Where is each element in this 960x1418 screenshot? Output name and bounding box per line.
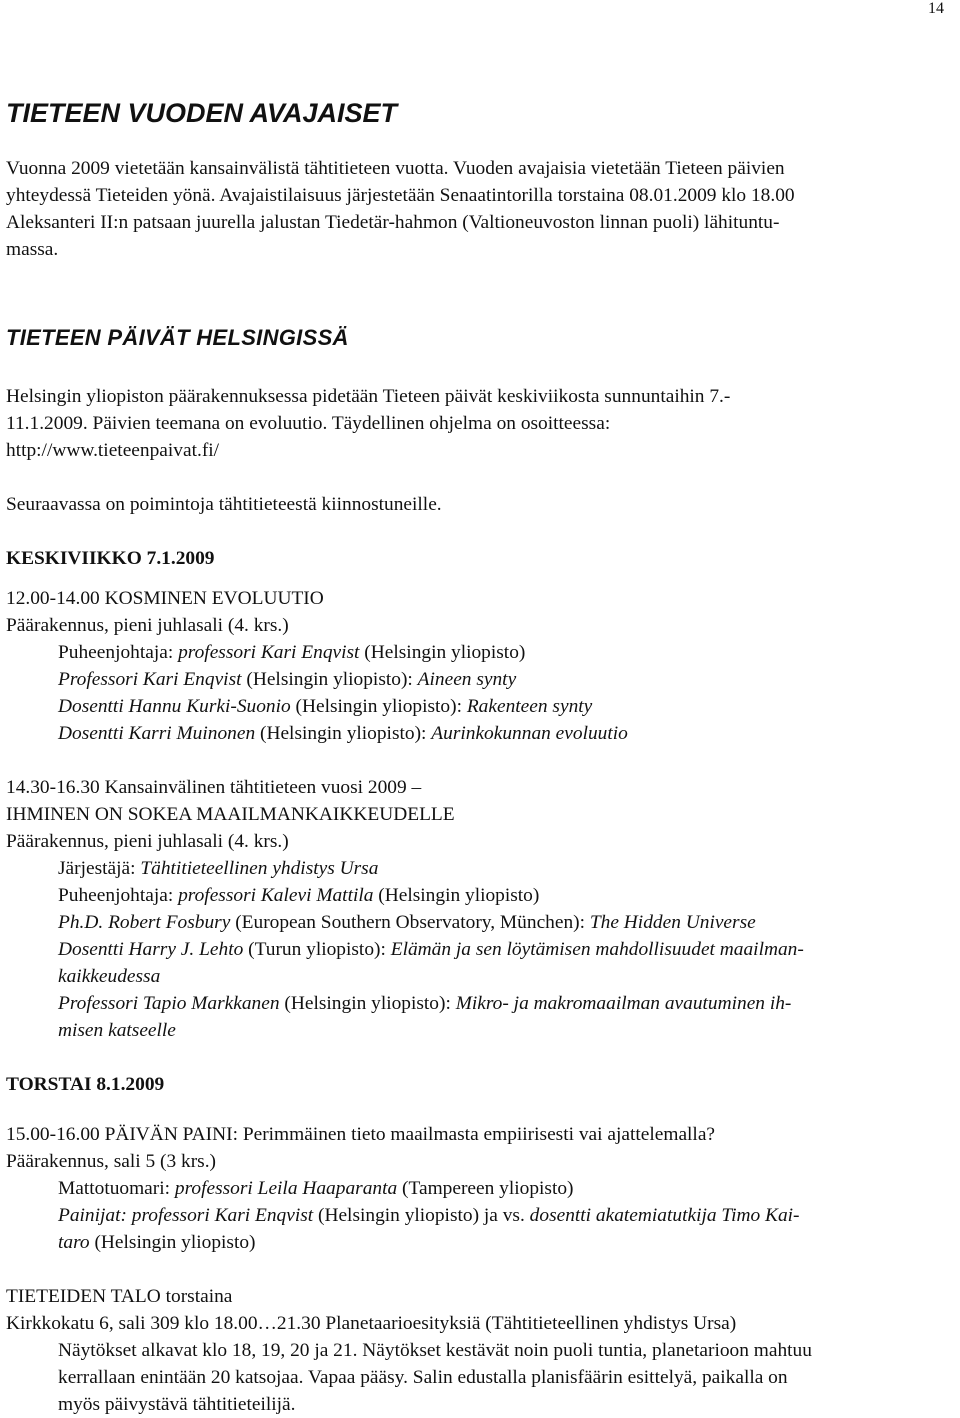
event-organizer: Järjestäjä: Tähtitieteellinen yhdistys Ursa (58, 858, 379, 879)
url-text: http://www.tieteenpaivat.fi/ (6, 440, 220, 461)
talk-line: Dosentti Hannu Kurki-Suonio (Helsingin yliopisto): Rakenteen synty (58, 696, 593, 717)
talk-line: Dosentti Harry J. Lehto (Turun yliopisto): Elämän ja sen löytämisen mahdollisuudet maailman- (58, 939, 804, 960)
event-wrestlers-continued: taro (Helsingin yliopisto) (58, 1232, 256, 1253)
section-heading-avajaiset: TIETEEN VUODEN AVAJAISET (6, 98, 398, 128)
event-title: 15.00-16.00 PÄIVÄN PAINI: Perimmäinen tieto maailmasta empiirisesti vai ajattelemalla? (6, 1124, 716, 1145)
event-title: 14.30-16.30 Kansainvälinen tähtitieteen vuosi 2009 – (6, 777, 422, 798)
page-number: 14 (928, 0, 944, 17)
paragraph-line: Vuonna 2009 vietetään kansainvälistä tähtitieteen vuotta. Vuoden avajaisia vietetään Tieteen päivien (6, 158, 785, 179)
venue-desc: myös päivystävä tähtitieteilijä. (58, 1394, 296, 1415)
day-heading-thursday: TORSTAI 8.1.2009 (6, 1074, 165, 1095)
event-referee: Mattotuomari: professori Leila Haaparanta (Tampereen yliopisto) (58, 1178, 574, 1199)
event-wrestlers: Painijat: professori Kari Enqvist (Helsingin yliopisto) ja vs. dosentti akatemiatutkija Timo Kai- (58, 1205, 800, 1226)
day-heading-wednesday: KESKIVIIKKO 7.1.2009 (6, 548, 215, 569)
event-place: Päärakennus, sali 5 (3 krs.) (6, 1151, 217, 1172)
event-chair: Puheenjohtaja: professori Kari Enqvist (Helsingin yliopisto) (58, 642, 526, 663)
intro-text: Seuraavassa on poimintoja tähtitieteestä kiinnostuneille. (6, 494, 442, 515)
section-heading-tieteen-paivat: TIETEEN PÄIVÄT HELSINGISSÄ (6, 325, 349, 350)
paragraph-line: Helsingin yliopiston päärakennuksessa pidetään Tieteen päivät keskiviikosta sunnuntaihin 7.- (6, 386, 731, 407)
venue-desc: Näytökset alkavat klo 18, 19, 20 ja 21. Näytökset kestävät noin puoli tuntia, planetarioon mahtuu (58, 1340, 812, 1361)
talk-line: Professori Kari Enqvist (Helsingin yliopisto): Aineen synty (58, 669, 517, 690)
talk-line: Ph.D. Robert Fosbury (European Southern Observatory, München): The Hidden Universe (58, 912, 756, 933)
paragraph-line: Aleksanteri II:n patsaan juurella jalustan Tiedetär-hahmon (Valtioneuvoston linnan puoli) lähituntu- (6, 212, 780, 233)
talk-line: Dosentti Karri Muinonen (Helsingin yliopisto): Aurinkokunnan evoluutio (58, 723, 628, 744)
venue-title: TIETEIDEN TALO torstaina (6, 1286, 233, 1307)
talk-line-continued: misen katseelle (58, 1020, 176, 1041)
event-place: Päärakennus, pieni juhlasali (4. krs.) (6, 831, 289, 852)
event-chair: Puheenjohtaja: professori Kalevi Mattila (Helsingin yliopisto) (58, 885, 540, 906)
venue-line: Kirkkokatu 6, sali 309 klo 18.00…21.30 Planetaarioesityksiä (Tähtitieteellinen yhdistys Ursa) (6, 1313, 737, 1334)
talk-line: Professori Tapio Markkanen (Helsingin yliopisto): Mikro- ja makromaailman avautuminen ih- (58, 993, 792, 1014)
paragraph-line: yhteydessä Tieteiden yönä. Avajaistilaisuus järjestetään Senaatintorilla torstaina 08.01.2009 klo 18.00 (6, 185, 795, 206)
talk-line-continued: kaikkeudessa (58, 966, 161, 987)
paragraph-line: massa. (6, 239, 59, 260)
event-place: Päärakennus, pieni juhlasali (4. krs.) (6, 615, 289, 636)
event-subtitle: IHMINEN ON SOKEA MAAILMANKAIKKEUDELLE (6, 804, 455, 825)
paragraph-line: 11.1.2009. Päivien teemana on evoluutio. Täydellinen ohjelma on osoitteessa: (6, 413, 611, 434)
event-title: 12.00-14.00 KOSMINEN EVOLUUTIO (6, 588, 324, 609)
venue-desc: kerrallaan enintään 20 katsojaa. Vapaa pääsy. Salin edustalla planisfäärin esittelyä, paikalla on (58, 1367, 788, 1388)
